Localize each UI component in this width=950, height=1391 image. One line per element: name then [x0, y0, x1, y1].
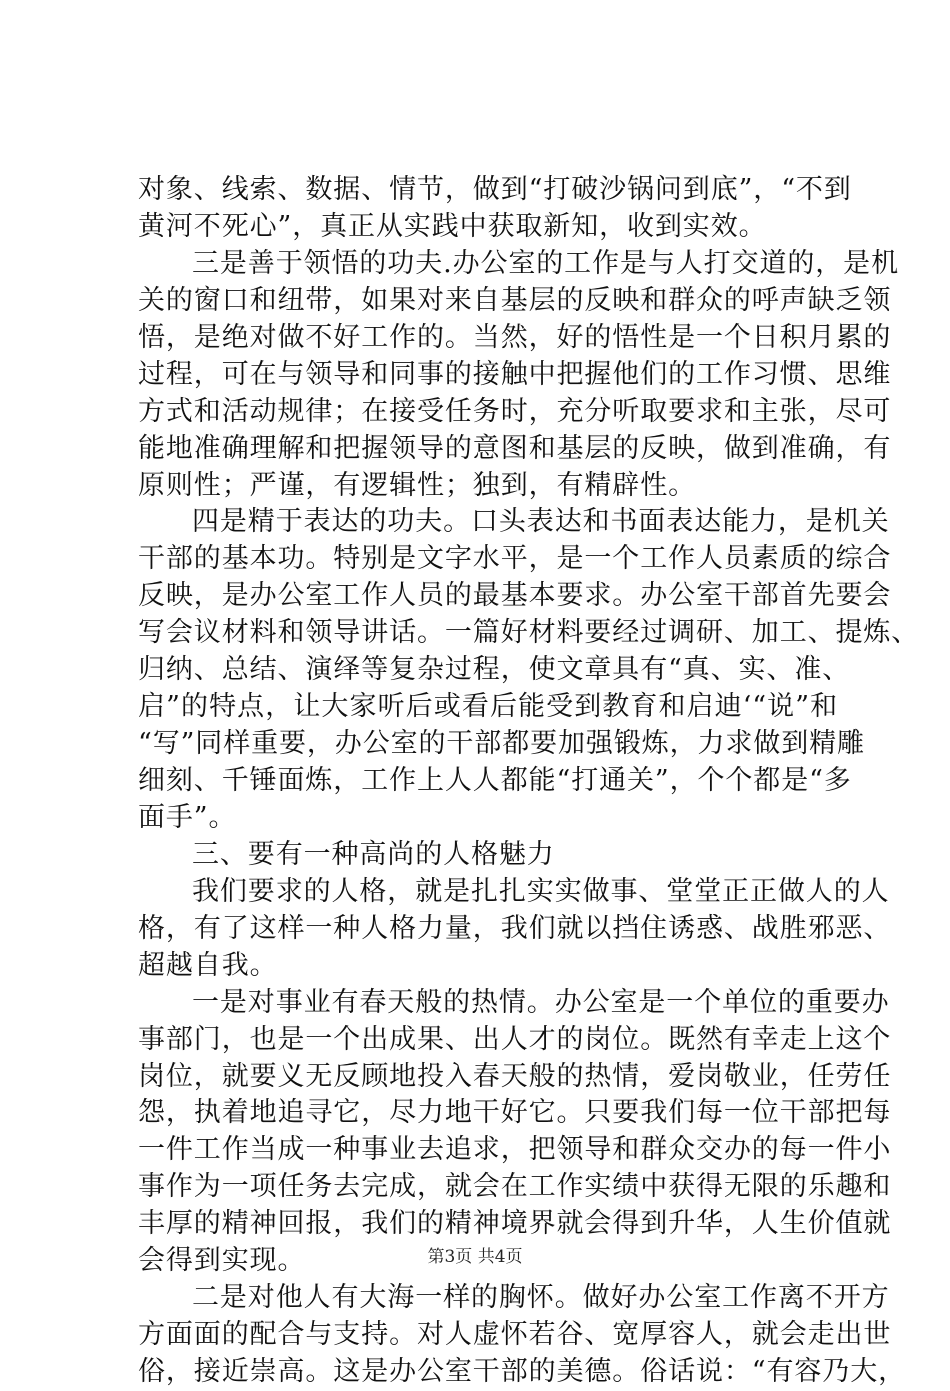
text-line: 黄河不死心”，真正从实践中获取新知，收到实效。 [138, 210, 767, 242]
paragraph-start-line: 四是精于表达的功夫。口头表达和书面表达能力，是机关 [192, 506, 890, 538]
section-heading: 三、要有一种高尚的人格魅力 [192, 838, 555, 870]
text-line: 反映，是办公室工作人员的最基本要求。办公室干部首先要会 [138, 580, 892, 612]
text-line: 写会议材料和领导讲话。一篇好材料要经过调研、加工、提炼、 [138, 617, 920, 649]
text-line: 方式和活动规律；在接受任务时，充分听取要求和主张，尽可 [138, 395, 892, 427]
text-line: 怨，执着地追寻它，尽力地干好它。只要我们每一位干部把每 [138, 1097, 892, 1129]
text-line: 俗，接近崇高。这是办公室干部的美德。俗话说：“有容乃大， [138, 1356, 907, 1387]
text-line: 关的窗口和纽带，如果对来自基层的反映和群众的呼声缺乏领 [138, 284, 892, 316]
text-line: 方面面的配合与支持。对人虚怀若谷、宽厚容人，就会走出世 [138, 1319, 892, 1351]
text-line: 超越自我。 [138, 949, 278, 981]
text-line: 一件工作当成一种事业去追求，把领导和群众交办的每一件小 [138, 1134, 892, 1166]
text-line: 对象、线索、数据、情节，做到“打破沙锅问到底”，“不到 [138, 174, 852, 205]
text-line: 细刻、千锤面炼，工作上人人都能“打通关”，个个都是“多 [138, 765, 852, 796]
text-line: 格，有了这样一种人格力量，我们就以挡住诱惑、战胜邪恶、 [138, 912, 892, 944]
text-line: 启”的特点，让大家听后或看后能受到教育和启迪‘“说”和 [138, 691, 838, 723]
paragraph-start-line: 我们要求的人格，就是扎扎实实做事、堂堂正正做人的人 [192, 875, 890, 907]
text-line: 干部的基本功。特别是文字水平，是一个工作人员素质的综合 [138, 543, 892, 575]
text-line: 原则性；严谨，有逻辑性；独到，有精辟性。 [138, 469, 696, 501]
text-line: 悟，是绝对做不好工作的。当然，好的悟性是一个日积月累的 [138, 321, 892, 353]
paragraph-start-line: 二是对他人有大海一样的胸怀。做好办公室工作离不开方 [192, 1282, 890, 1314]
paragraph-start-line: 一是对事业有春天般的热情。办公室是一个单位的重要办 [192, 986, 890, 1018]
paragraph-start-line: 三是善于领悟的功夫.办公室的工作是与人打交道的，是机 [192, 247, 899, 279]
page-footer-page-number: 第3页 共4页 [427, 1247, 523, 1267]
text-line: 过程，可在与领导和同事的接触中把握他们的工作习惯、思维 [138, 358, 892, 390]
text-line: 岗位，就要义无反顾地投入春天般的热情，爱岗敬业，任劳任 [138, 1060, 892, 1092]
document-body [138, 172, 920, 1391]
text-line: 面手”。 [138, 801, 237, 833]
text-line: 归纳、总结、演绎等复杂过程，使文章具有“真、实、准、 [138, 654, 851, 686]
text-line: 事部门，也是一个出成果、出人才的岗位。既然有幸走上这个 [138, 1023, 892, 1055]
text-line: 能地准确理解和把握领导的意图和基层的反映，做到准确，有 [138, 432, 892, 464]
text-line: 会得到实现。 [138, 1245, 306, 1277]
text-line: “写”同样重要，办公室的干部都要加强锻炼，力求做到精雕 [138, 728, 865, 760]
text-line: 丰厚的精神回报，我们的精神境界就会得到升华，人生价值就 [138, 1208, 892, 1240]
text-line: 事作为一项任务去完成，就会在工作实绩中获得无限的乐趣和 [138, 1171, 892, 1203]
